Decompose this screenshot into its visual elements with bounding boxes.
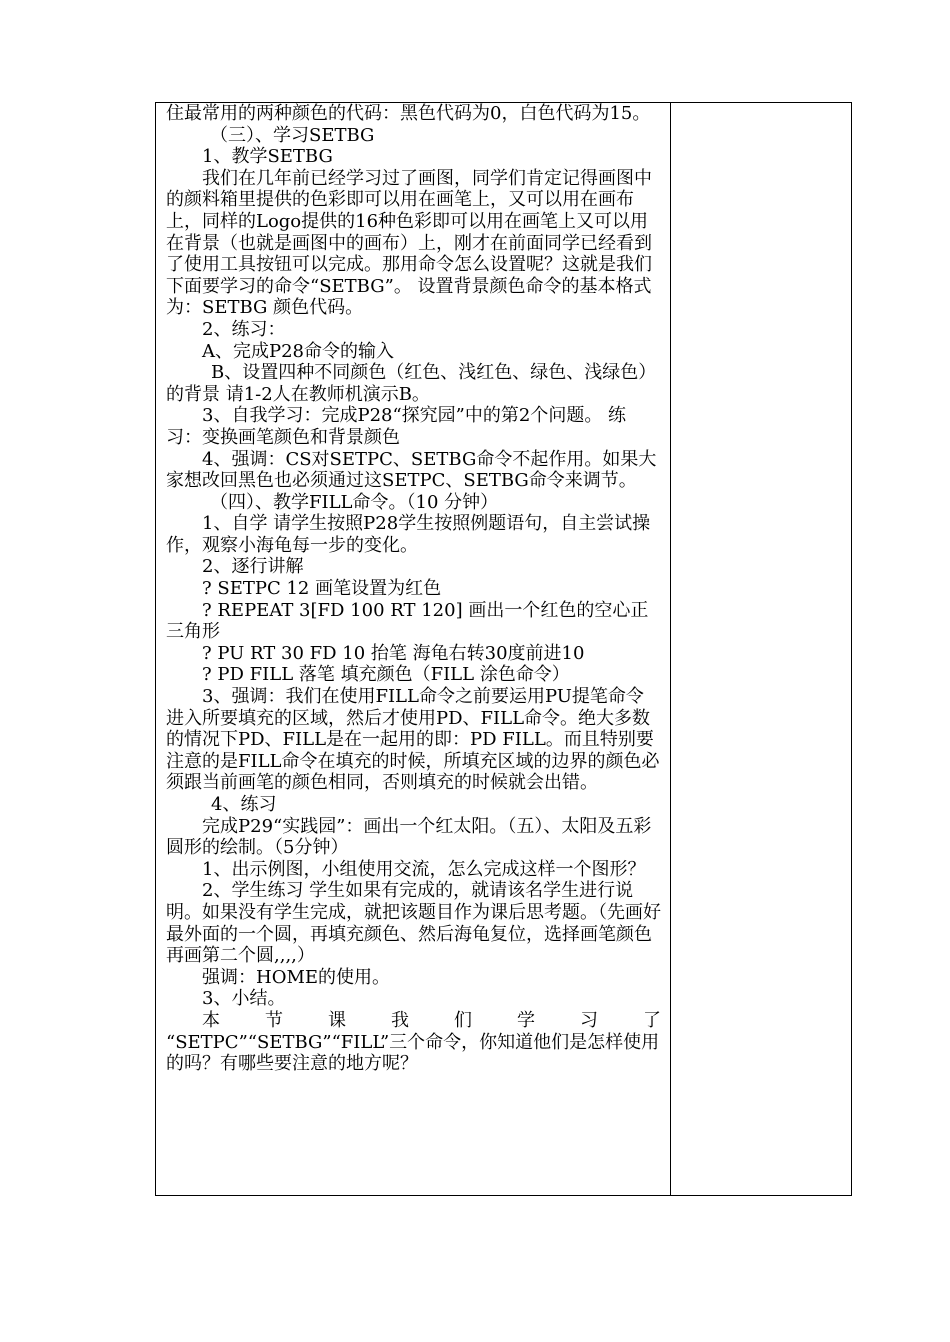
paragraph: （四）、教学FILL命令。（10 分钟） <box>210 491 499 513</box>
paragraph: 强调：HOME的使用。 <box>202 966 391 988</box>
paragraph: 3、小结。 <box>202 988 286 1010</box>
paragraph: ? SETPC 12 画笔设置为红色 <box>202 578 442 600</box>
paragraph: A、完成P28命令的输入 <box>202 340 395 362</box>
paragraph: 2、学生练习 学生如果有完成的，就请该名学生进行说明。如果没有学生完成，就把该题目作为课后思考题。（先画好最外面的一个圆，再填充颜色、然后海龟复位，选择画笔颜色再画第二个圆,,,,） <box>166 880 661 967</box>
paragraph: 1、自学 请学生按照P28学生按照例题语句，自主尝试操作，观察小海龟每一步的变化。 <box>166 513 651 556</box>
lesson-plan-table <box>155 102 852 1196</box>
paragraph: 1、教学SETBG <box>202 146 333 168</box>
main-content-cell <box>156 103 671 1196</box>
paragraph: 完成P29“实践园”：画出一个红太阳。（五）、太阳及五彩圆形的绘制。（5分钟） <box>166 815 652 859</box>
paragraph: 我们在几年前已经学习过了画图，同学们肯定记得画图中的颜料箱里提供的色彩即可以用在画笔上，又可以用在画布上，同样的Logo提供的16种色彩即可以用在画笔上又可以用在背景（也就是画图中的画布）上，刚才在前面同学已经看到了使用工具按钮可以完成。那用命令怎么设置呢？这就是我们下面要学习的命令“SETBG”。 设置背景颜色命令的基本格式为：SETBG 颜色代码。 <box>166 167 652 319</box>
paragraph: 3、强调：我们在使用FILL命令之前要运用PU提笔命令进入所要填充的区域，然后才使用PD、FILL命令。绝大多数的情况下PD、FILL是在一起用的即：PD FILL。而且特别要注意的是FILL命令在填充的时候，所填充区域的边界的颜色必须跟当前画笔的颜色相同，否则填充的时候就会出错。 <box>166 686 660 794</box>
paragraph: 4、强调：CS对SETPC、SETBG命令不起作用。如果大家想改回黑色也必须通过这SETPC、SETBG命令来调节。 <box>166 448 657 492</box>
side-notes-cell <box>671 103 852 1196</box>
paragraph: ? REPEAT 3[FD 100 RT 120] 画出一个红色的空心正三角形 <box>166 599 649 643</box>
paragraph: ? PD FILL 落笔 填充颜色（FILL 涂色命令） <box>202 664 570 686</box>
paragraph: 4、练习 <box>211 794 277 815</box>
paragraph: “SETPC”“SETBG”“FILL”三个命令，你知道他们是怎样使用的吗？有哪些要注意的地方呢？ <box>166 1031 660 1075</box>
paragraph: 3、自我学习：完成P28“探究园”中的第2个问题。 练习：变换画笔颜色和背景颜色 <box>166 405 627 448</box>
lesson-text <box>156 103 670 1075</box>
paragraph: 1、出示例图，小组使用交流，怎么完成这样一个图形？ <box>202 858 646 880</box>
paragraph: 2、逐行讲解 <box>202 556 304 578</box>
paragraph: 本节课我们学习了 <box>202 1009 661 1031</box>
paragraph: （三）、学习SETBG <box>210 124 375 146</box>
paragraph: 2、练习： <box>202 318 286 340</box>
table-row <box>156 103 852 1196</box>
paragraph: ? PU RT 30 FD 10 抬笔 海龟右转30度前进10 <box>202 642 585 664</box>
paragraph: B、设置四种不同颜色（红色、浅红色、绿色、浅绿色）的背景 请1-2人在教师机演示B。 <box>166 362 657 405</box>
paragraph: 住最常用的两种颜色的代码：黑色代码为0，白色代码为15。 <box>166 103 651 124</box>
